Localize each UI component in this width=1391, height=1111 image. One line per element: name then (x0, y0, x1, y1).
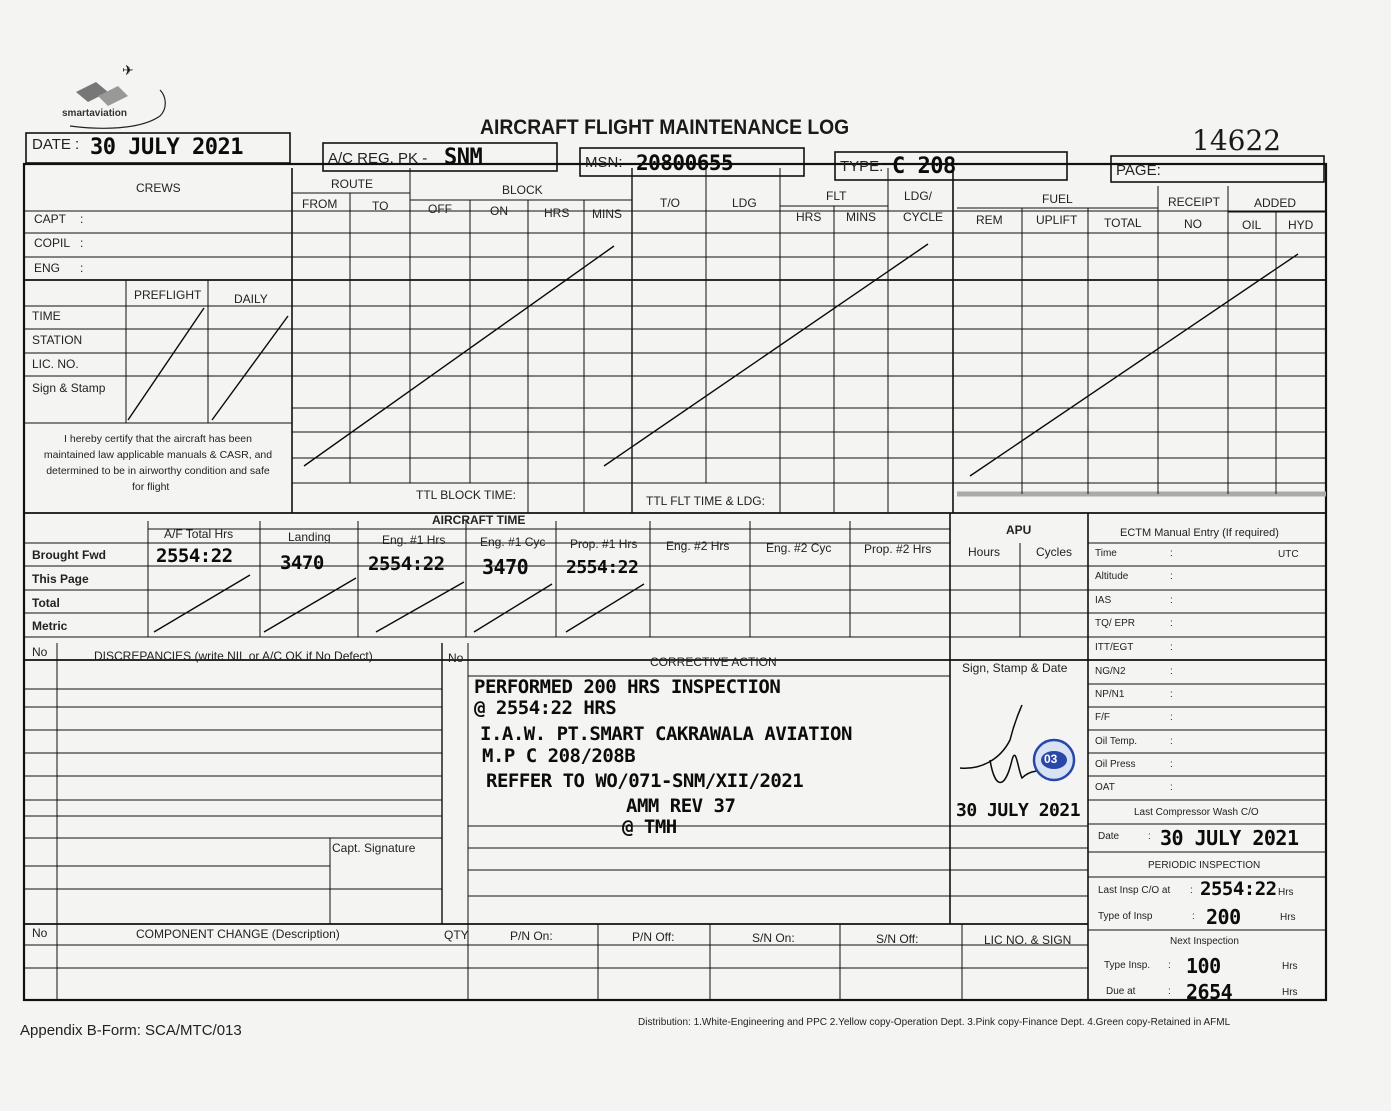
ectm-ng: NG/N2 (1095, 666, 1126, 677)
rem-header: REM (976, 213, 1003, 227)
row-total: Total (32, 596, 60, 610)
ectm-time-sep: : (1170, 548, 1173, 559)
reg-label: A/C REG. PK - (328, 150, 428, 167)
sign-row-station: STATION (32, 333, 83, 347)
ectm-oil-press: Oil Press (1095, 759, 1136, 770)
lic-sign-header: LIC NO. & SIGN (984, 933, 1072, 947)
ectm-np-sep: : (1170, 689, 1173, 700)
next-type-sep: : (1168, 960, 1171, 971)
msn-value: 20800655 (636, 151, 734, 175)
reg-value: SNM (444, 145, 483, 170)
bf-eng1-cyc: 3470 (482, 555, 529, 579)
corrective-no-header: No (448, 651, 464, 665)
col-af-total: A/F Total Hrs (164, 527, 234, 541)
ectm-ff-sep: : (1170, 712, 1173, 723)
due-value: 2654 (1186, 980, 1233, 1004)
uplift-header: UPLIFT (1036, 213, 1078, 227)
ectm-utc: UTC (1278, 549, 1299, 560)
sign-date-header: Sign, Stamp & Date (962, 661, 1068, 675)
next-type-label: Type Insp. (1104, 960, 1151, 971)
flt-hrs-header: HRS (796, 210, 822, 224)
ectm-oil-temp: Oil Temp. (1095, 736, 1138, 747)
discrepancy-title: DISCREPANCIES (write NIL or A/C OK if No Defect) (94, 649, 373, 663)
type-insp-label: Type of Insp (1098, 911, 1153, 922)
to-header: TO (372, 199, 389, 213)
certify-line: I hereby certify that the aircraft has been (64, 433, 252, 445)
last-insp-label: Last Insp C/O at (1098, 885, 1171, 896)
next-type-hrs: Hrs (1282, 961, 1298, 972)
sign-row-lic: LIC. NO. (32, 357, 79, 371)
ectm-itt-sep: : (1170, 642, 1173, 653)
flt-mins-header: MINS (846, 210, 876, 224)
next-insp-title: Next Inspection (1170, 936, 1239, 947)
ldg-cycle-header-2: CYCLE (903, 210, 944, 224)
ldg-cycle-header: LDG/ (904, 189, 933, 203)
capt-signature: Capt. Signature (332, 841, 416, 855)
certify-line: maintained law applicable manuals & CASR, and (43, 449, 273, 461)
certify-line: for flight (132, 481, 170, 493)
corrective-line-6: AMM REV 37 (626, 795, 736, 817)
ttl-flt-time: TTL FLT TIME & LDG: (646, 494, 765, 508)
route-header: ROUTE (331, 177, 373, 191)
block-header: BLOCK (502, 183, 543, 197)
block-hrs-header: HRS (544, 206, 570, 220)
corrective-line-2: @ 2554:22 HRS (474, 697, 617, 719)
hyd-header: HYD (1288, 218, 1314, 232)
component-no-header: No (32, 926, 48, 940)
next-type-value: 100 (1186, 954, 1221, 978)
on-header: ON (490, 204, 508, 218)
bf-af-total: 2554:22 (156, 545, 233, 567)
inspector-stamp: 03 (1044, 752, 1058, 766)
ectm-altitude-sep: : (1170, 571, 1173, 582)
corrective-line-7: @ TMH (622, 816, 677, 838)
ectm-oat-sep: : (1170, 782, 1173, 793)
row-brought-fwd: Brought Fwd (32, 548, 106, 562)
receipt-no-header: NO (1184, 217, 1202, 231)
corrective-line-5: REFFER TO WO/071-SNM/XII/2021 (486, 770, 804, 792)
compressor-date-label: Date (1098, 831, 1120, 842)
receipt-header: RECEIPT (1168, 195, 1221, 209)
last-insp-sep: : (1190, 885, 1193, 896)
sn-off-header: S/N Off: (876, 932, 919, 946)
date-value: 30 JULY 2021 (90, 135, 243, 160)
due-sep: : (1168, 986, 1171, 997)
total-header: TOTAL (1104, 216, 1142, 230)
col-eng1-hrs: Eng. #1 Hrs (382, 533, 446, 547)
row-this-page: This Page (32, 572, 89, 586)
oil-header: OIL (1242, 218, 1262, 232)
page-label: PAGE: (1116, 162, 1161, 179)
ectm-time: Time (1095, 548, 1117, 559)
to-time-header: T/O (660, 196, 680, 210)
crew-capt: CAPT (34, 212, 67, 226)
type-label: TYPE: (840, 158, 884, 175)
pn-off-header: P/N Off: (632, 930, 675, 944)
crew-copil: COPIL (34, 236, 71, 250)
corrective-line-4: M.P C 208/208B (482, 745, 636, 767)
ttl-block-time: TTL BLOCK TIME: (416, 488, 517, 502)
crews-title: CREWS (136, 181, 181, 195)
ectm-ias: IAS (1095, 595, 1112, 606)
corrective-line-3: I.A.W. PT.SMART CAKRAWALA AVIATION (480, 723, 852, 745)
type-value: C 208 (892, 154, 956, 179)
apu-title: APU (1006, 523, 1032, 537)
msn-label: MSN: (585, 154, 623, 171)
aircraft-time-title: AIRCRAFT TIME (432, 513, 526, 527)
component-title: COMPONENT CHANGE (Description) (136, 927, 340, 941)
ectm-tq: TQ/ EPR (1095, 618, 1136, 629)
ectm-ff: F/F (1095, 712, 1110, 723)
block-mins-header: MINS (592, 207, 622, 221)
compressor-date-value: 30 JULY 2021 (1160, 826, 1299, 850)
ectm-altitude: Altitude (1095, 571, 1129, 582)
apu-hours: Hours (968, 545, 1001, 559)
ectm-oat: OAT (1095, 782, 1115, 793)
last-insp-hrs: Hrs (1278, 887, 1294, 898)
from-header: FROM (302, 197, 338, 211)
due-hrs: Hrs (1282, 987, 1298, 998)
ectm-title: ECTM Manual Entry (If required) (1120, 527, 1279, 539)
ectm-ng-sep: : (1170, 666, 1173, 677)
serial-number: 14622 (1192, 124, 1282, 157)
sn-on-header: S/N On: (752, 931, 795, 945)
crew-eng: ENG (34, 261, 61, 275)
apu-cycles: Cycles (1036, 545, 1073, 559)
sign-row-sign: Sign & Stamp (32, 381, 106, 395)
brand-logo-text: smartaviation (62, 108, 128, 119)
last-insp-value: 2554:22 (1200, 878, 1277, 900)
off-header: OFF (428, 202, 452, 216)
ectm-oil-temp-sep: : (1170, 736, 1173, 747)
preflight-header: PREFLIGHT (134, 288, 202, 302)
sign-row-time: TIME (32, 309, 61, 323)
signed-date: 30 JULY 2021 (956, 800, 1081, 821)
added-header: ADDED (1254, 196, 1297, 210)
crew-capt-sep: : (80, 212, 84, 226)
compressor-date-sep: : (1148, 831, 1151, 842)
col-prop2-hrs: Prop. #2 Hrs (864, 542, 932, 556)
daily-header: DAILY (234, 292, 268, 306)
date-label: DATE : (32, 136, 80, 153)
crew-copil-sep: : (80, 236, 84, 250)
row-metric: Metric (32, 619, 68, 633)
col-eng1-cyc: Eng. #1 Cyc (480, 535, 546, 549)
distribution-note: Distribution: 1.White-Engineering and PPC 2.Yellow copy-Operation Dept. 3.Pink copy-Finance Dept. 4.Green copy-Retained in AFML (638, 1017, 1231, 1028)
compressor-wash-title: Last Compressor Wash C/O (1134, 807, 1259, 818)
due-label: Due at (1106, 986, 1136, 997)
ldg-header: LDG (732, 196, 757, 210)
col-prop1-hrs: Prop. #1 Hrs (570, 537, 638, 551)
ectm-tq-sep: : (1170, 618, 1173, 629)
ectm-ias-sep: : (1170, 595, 1173, 606)
ectm-itt: ITT/EGT (1095, 642, 1134, 653)
pn-on-header: P/N On: (510, 929, 553, 943)
discrepancy-no-header: No (32, 645, 48, 659)
certify-line: determined to be in airworthy condition and safe (46, 465, 270, 477)
type-insp-sep: : (1192, 911, 1195, 922)
type-insp-hrs: Hrs (1280, 912, 1296, 923)
fuel-header: FUEL (1042, 192, 1073, 206)
flt-header: FLT (826, 189, 847, 203)
ectm-np: NP/N1 (1095, 689, 1125, 700)
crew-eng-sep: : (80, 261, 84, 275)
periodic-title: PERIODIC INSPECTION (1148, 860, 1261, 871)
bf-landing: 3470 (280, 552, 324, 574)
col-eng2-cyc: Eng. #2 Cyc (766, 541, 832, 555)
col-eng2-hrs: Eng. #2 Hrs (666, 539, 730, 553)
corrective-title: CORRECTIVE ACTION (650, 655, 777, 669)
type-insp-value: 200 (1206, 905, 1241, 929)
corrective-line-1: PERFORMED 200 HRS INSPECTION (474, 676, 781, 698)
qty-header: QTY (444, 928, 469, 942)
col-landing: Landing (288, 530, 331, 544)
ectm-oil-press-sep: : (1170, 759, 1173, 770)
plane-icon: ✈ (122, 62, 134, 78)
certify-statement (26, 431, 290, 495)
bf-prop1-hrs: 2554:22 (566, 557, 639, 578)
bf-eng1-hrs: 2554:22 (368, 553, 445, 575)
page-title: AIRCRAFT FLIGHT MAINTENANCE LOG (480, 116, 850, 139)
form-code: Appendix B-Form: SCA/MTC/013 (20, 1022, 242, 1039)
